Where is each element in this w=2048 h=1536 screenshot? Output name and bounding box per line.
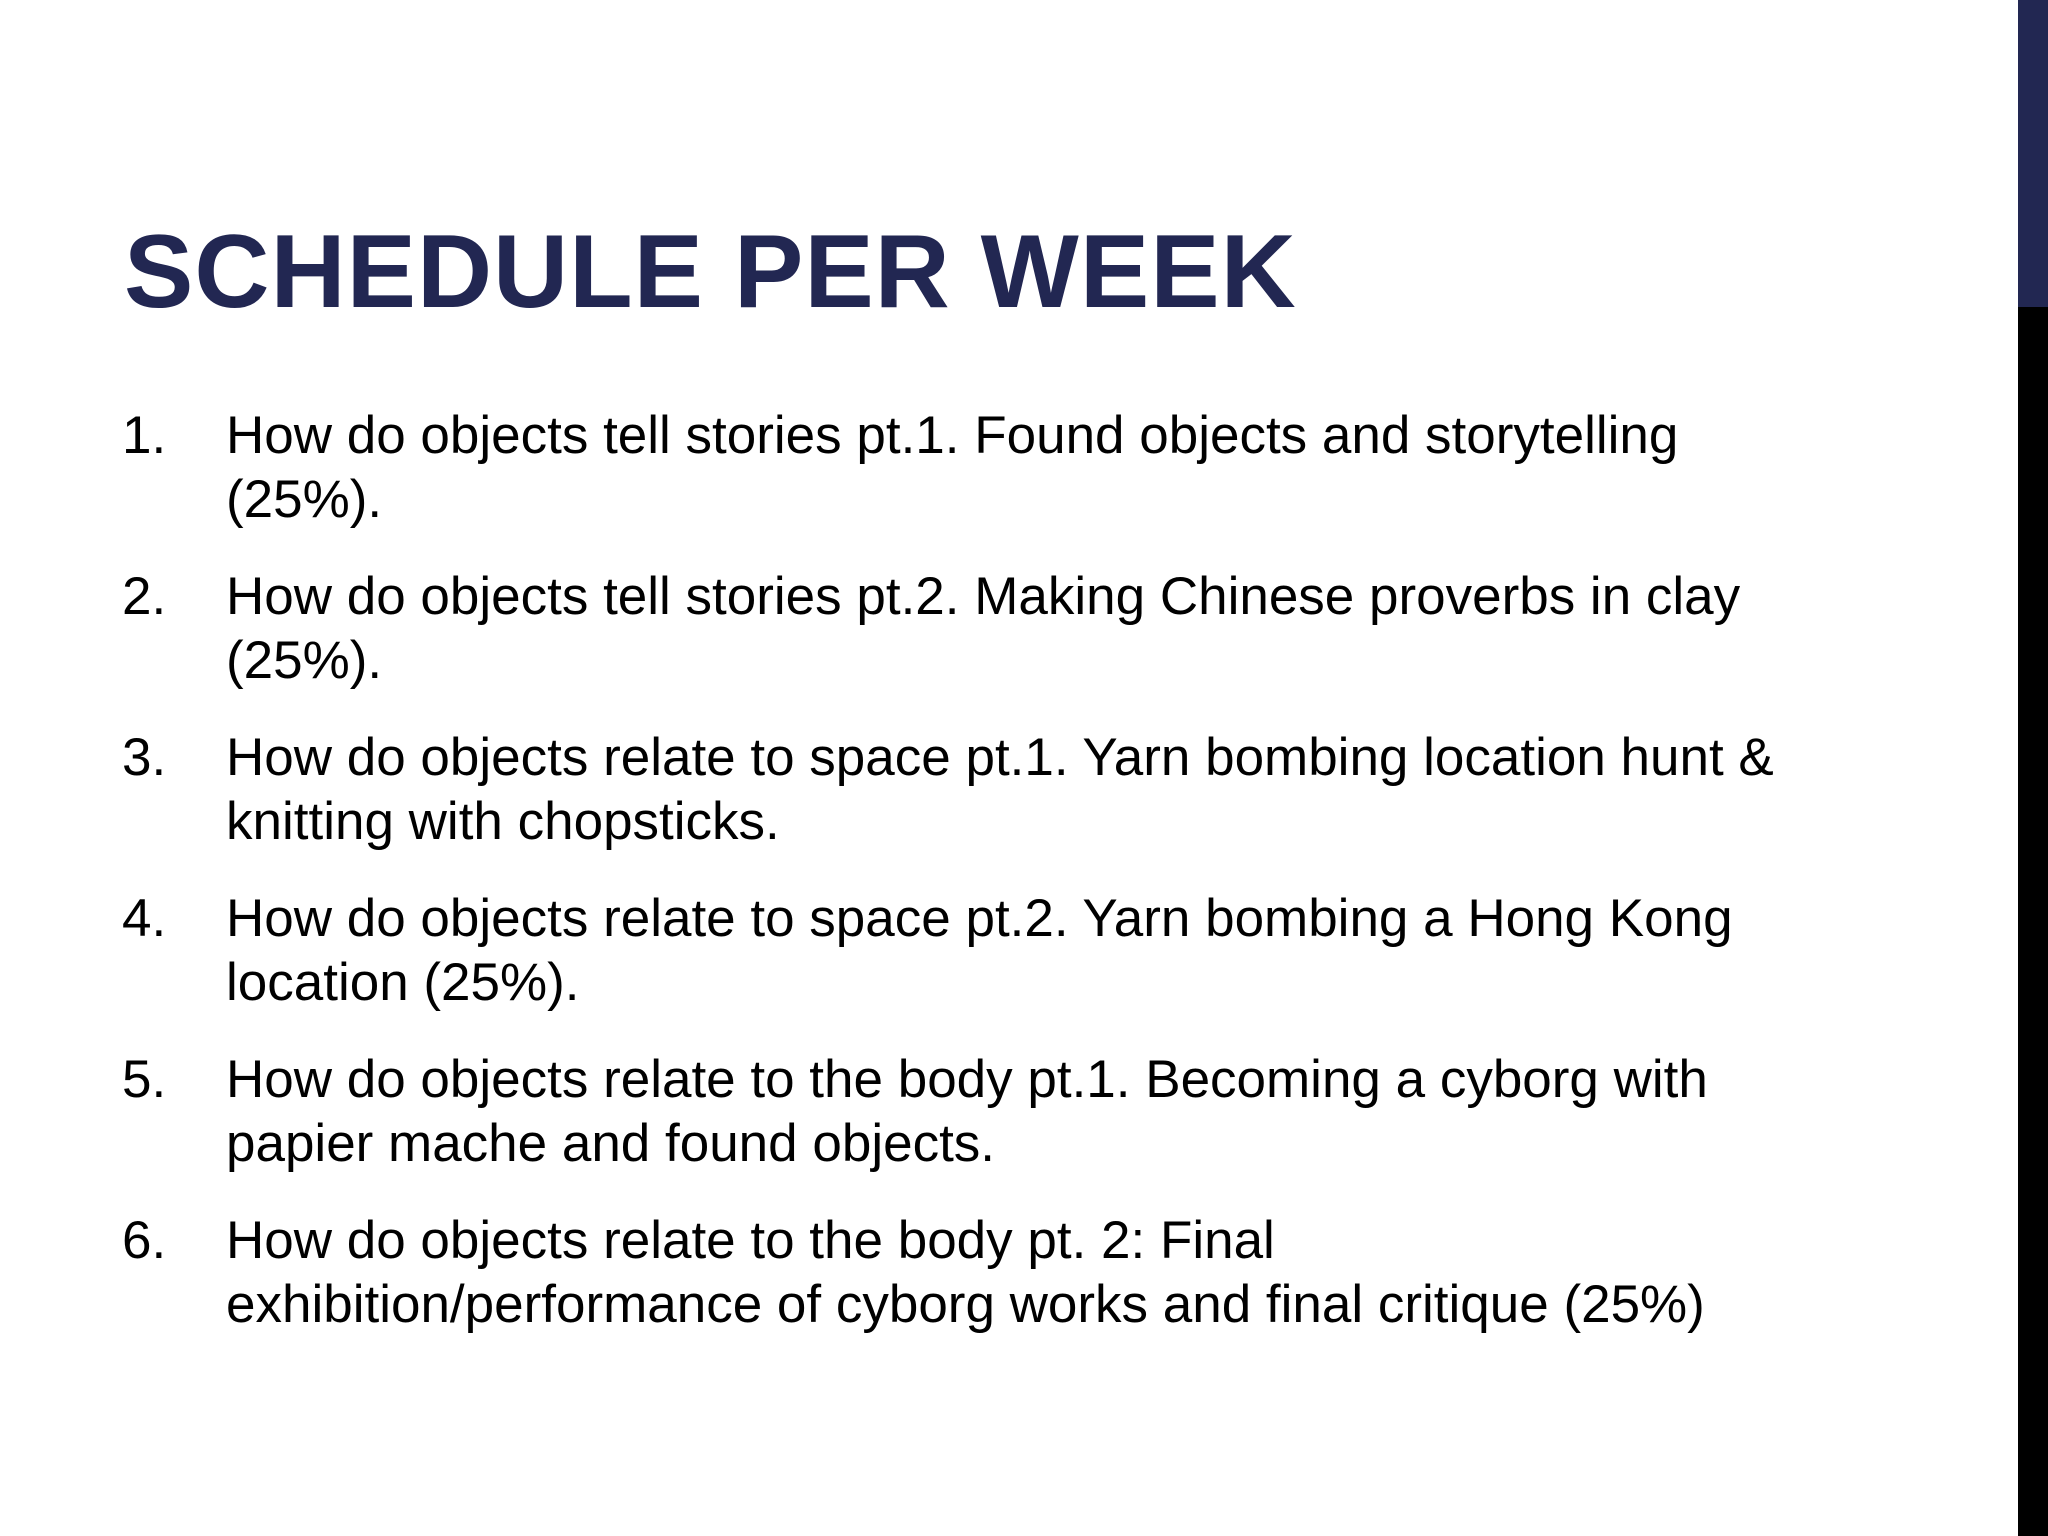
item-number: 3. bbox=[122, 728, 167, 787]
item-number: 2. bbox=[122, 567, 167, 626]
item-number: 1. bbox=[122, 406, 167, 465]
schedule-item-week-6 bbox=[122, 1209, 1812, 1370]
item-number: 4. bbox=[122, 889, 167, 948]
item-text: How do objects relate to the body pt. 2: Final exhibition/performance of cyborg works and final critique (25%) bbox=[226, 1211, 1705, 1334]
item-text: How do objects tell stories pt.1. Found objects and storytelling (25%). bbox=[226, 406, 1679, 529]
schedule-item-week-1 bbox=[122, 404, 1812, 565]
slide-title: SCHEDULE PER WEEK bbox=[124, 214, 1297, 330]
item-number: 5. bbox=[122, 1050, 167, 1109]
schedule-item-week-3 bbox=[122, 726, 1812, 887]
item-text: How do objects tell stories pt.2. Making Chinese proverbs in clay (25%). bbox=[226, 567, 1741, 690]
schedule-item-week-4 bbox=[122, 887, 1812, 1048]
item-number: 6. bbox=[122, 1211, 167, 1270]
item-text: How do objects relate to the body pt.1. Becoming a cyborg with papier mache and found objects. bbox=[226, 1050, 1708, 1173]
item-text: How do objects relate to space pt.2. Yarn bombing a Hong Kong location (25%). bbox=[226, 889, 1733, 1012]
item-text: How do objects relate to space pt.1. Yarn bombing location hunt & knitting with chopsticks. bbox=[226, 728, 1774, 851]
side-bar-accent bbox=[2018, 0, 2048, 307]
weekly-schedule-list bbox=[122, 404, 1812, 1370]
schedule-item-week-2 bbox=[122, 565, 1812, 726]
schedule-item-week-5 bbox=[122, 1048, 1812, 1209]
